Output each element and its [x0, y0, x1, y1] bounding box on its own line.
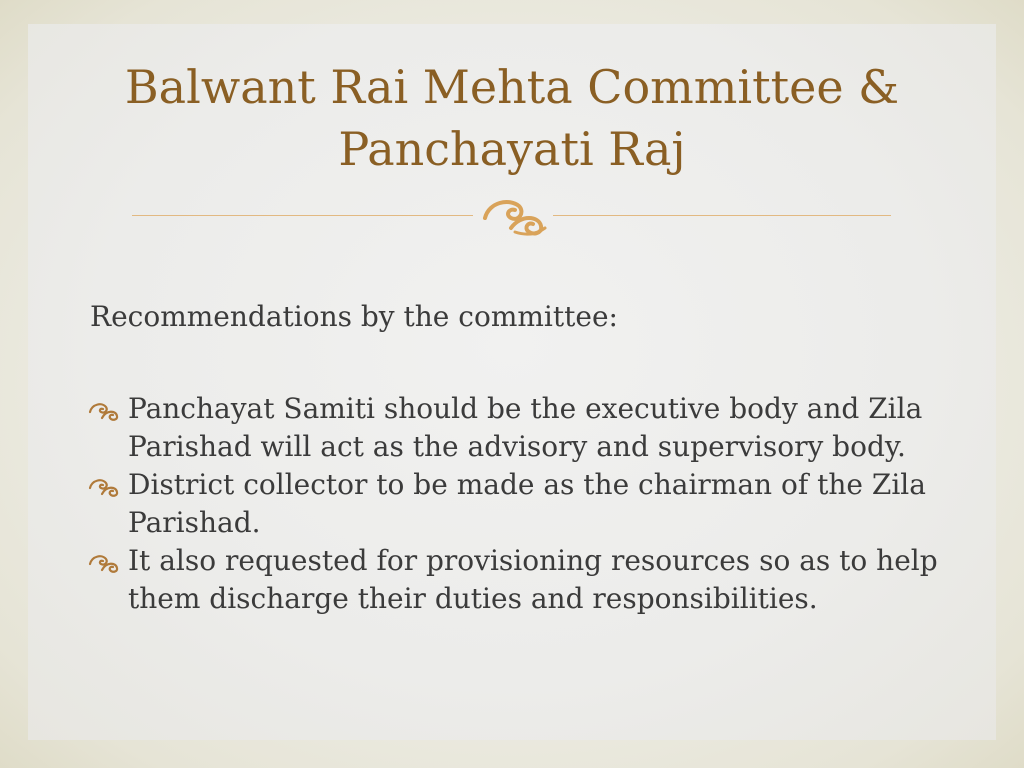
fleuron-ornament-icon	[475, 188, 551, 238]
title-divider-right	[553, 215, 891, 216]
fleuron-bullet-icon	[86, 398, 124, 422]
title-line-1: Balwant Rai Mehta Committee &	[124, 60, 900, 114]
fleuron-bullet-icon	[86, 474, 124, 498]
title-line-2: Panchayati Raj	[338, 122, 686, 176]
bullet-item	[86, 466, 966, 542]
bullet-text: It also requested for provisioning resources so as to help them discharge their duties and responsibilities.	[128, 544, 938, 615]
bullet-item	[86, 390, 966, 466]
bullet-item	[86, 542, 966, 618]
bullet-text: District collector to be made as the chairman of the Zila Parishad.	[128, 468, 926, 539]
title-divider-left	[132, 215, 473, 216]
fleuron-bullet-icon	[86, 550, 124, 574]
slide-title	[28, 56, 996, 180]
bullet-text: Panchayat Samiti should be the executive body and Zila Parishad will act as the advisory and supervisory body.	[128, 392, 923, 463]
lead-text: Recommendations by the committee:	[90, 300, 618, 333]
bullet-list	[86, 390, 966, 618]
slide	[28, 24, 996, 740]
